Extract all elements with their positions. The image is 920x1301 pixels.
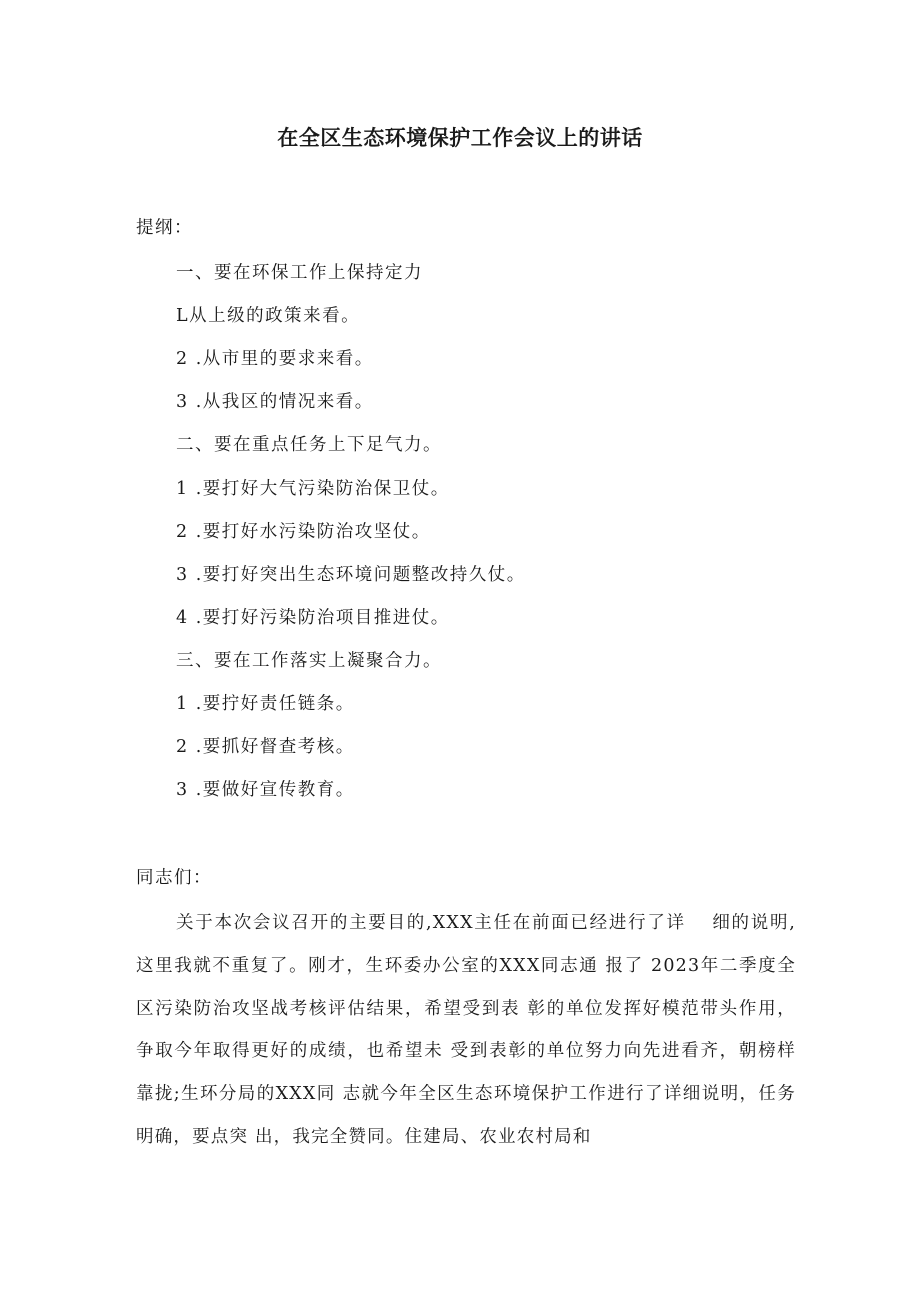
outline-heading-1: 一、要在环保工作上保持定力 [176, 263, 423, 283]
outline-heading-2: 二、要在重点任务上下足气力。 [176, 435, 442, 455]
outline-item: 3 .要打好突出生态环境问题整改持久仗。 [176, 565, 526, 585]
greeting: 同志们： [136, 868, 212, 888]
outline-item: 3 .要做好宣传教育。 [176, 780, 355, 800]
outline-item: 2 .要打好水污染防治攻坚仗。 [176, 522, 431, 542]
outline-item: L从上级的政策来看。 [176, 306, 361, 326]
outline-item: 2 .从市里的要求来看。 [176, 349, 374, 369]
outline-item: 3 .从我区的情况来看。 [176, 392, 374, 412]
body-paragraph: 关于本次会议召开的主要目的,XXX主任在前面已经进行了详 细的说明,这里我就不重复了。刚才，生环委办公室的XXX同志通 报了 2023年二季度全区污染防治攻坚战考核评估结果，希望受到表 彰的单位发挥好模范带头作用，争取今年取得更好的成绩，也希望未 受到表彰的单位努力向先进看齐，朝榜样靠拢;生环分局的XXX同 志就今年全区生态环境保护工作进行了详细说明，任务明确，要点突 出，我完全赞同。住建局、农业农村局和 [136, 913, 796, 1147]
outline-item: 1 .要打好大气污染防治保卫仗。 [176, 479, 450, 499]
outline-label: 提纲： [136, 218, 193, 238]
outline-item: 1 .要拧好责任链条。 [176, 694, 355, 714]
outline-item: 2 .要抓好督查考核。 [176, 737, 355, 757]
outline-item: 4 .要打好污染防治项目推进仗。 [176, 608, 450, 628]
outline-heading-3: 三、要在工作落实上凝聚合力。 [176, 651, 442, 671]
document-title: 在全区生态环境保护工作会议上的讲话 [277, 126, 643, 150]
